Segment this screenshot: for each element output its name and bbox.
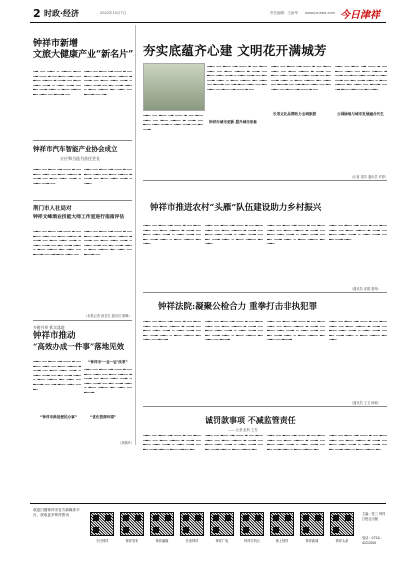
article-3-body-col2: ▁▂▁ ▁▁ ▂▁▁ ▁▂ ▁▁▁ ▂ ▁▁ ▂▁▁ ▁▂▁ ▁▁ ▂▁▁ ▁▂▁▁ ▂ ▁▁▂ ▁▁ ▂▁▁ ▁▂▁ ▁▁▂ ▁ ▁▂▁ ▁▁▂ ▁▁ ▂▁ ▁▁▂ ▁▂▁ ▁ ▂▁▁ ▁▂▁▁ ▂▁ ▁▂▁ ▁▁ ▂▁▁▂ ▁▁: [84, 228, 132, 255]
qr-code: [150, 512, 174, 536]
article-7-body-col2: ▁▂▁ ▁▁ ▂▁▁ ▁▂ ▁▁▁ ▂ ▁▁ ▂▁▁ ▁▂▁ ▁▁ ▂▁▁ ▁▂▁▁ ▂ ▁▁▂ ▁▁ ▂▁▁ ▁▂▁ ▁▁▂ ▁ ▁▂▁ ▁▁▂ ▁▁ ▂▁ ▁▁▂ ▁▂▁ ▁ ▂▁▁ ▁▂▁▁ ▂▁: [205, 432, 263, 450]
article-2-title: 钟祥市汽车智能产业协会成立: [33, 145, 118, 153]
article-1-body-col2: ▁▂▁ ▁▁ ▂▁▁ ▁▂ ▁▁▁ ▂ ▁▁ ▂▁▁ ▁▂▁ ▁▁ ▂▁▁ ▁▂▁▁ ▂ ▁▁▂ ▁▁ ▂▁▁ ▁▂▁ ▁▁▂ ▁ ▁▂▁ ▁▁▂ ▁▁ ▂▁ ▁▁▂ ▁▂▁ ▁ ▂▁▁ ▁▂▁▁ ▂▁ ▁▂▁ ▁▁ ▂▁▁▂ ▁▁ ▁▂: [84, 68, 132, 95]
article-1-title-line2: 文旅大健康产业“新名片”: [33, 50, 134, 60]
article-6-body-col1: ▁▂▁ ▁▁ ▂▁▁ ▁▂ ▁▁▁ ▂ ▁▁ ▂▁▁ ▁▂▁ ▁▁ ▂▁▁ ▁▂▁▁ ▂ ▁▁▂ ▁▁ ▂▁▁ ▁▂▁ ▁▁▂ ▁ ▁▂▁ ▁▁▂ ▁▁ ▂▁ ▁▁▂ ▁▂▁ ▁ ▂▁▁ ▁▂▁▁ ▂▁ ▁▂▁ ▁▁ ▂▁▁▂: [143, 318, 201, 341]
article-7-body-col1: ▁▂▁ ▁▁ ▂▁▁ ▁▂ ▁▁▁ ▂ ▁▁ ▂▁▁ ▁▂▁ ▁▁ ▂▁▁ ▁▂▁▁ ▂ ▁▁▂ ▁▁ ▂▁▁ ▁▂▁ ▁▁▂ ▁ ▁▂▁ ▁▁▂ ▁▁ ▂▁ ▁▁▂ ▁▂▁ ▁ ▂▁▁ ▁▂▁▁ ▂▁: [143, 432, 201, 450]
editor-line: 责任编辑：王新华: [270, 11, 298, 15]
article-6-title: 钟祥法院:凝聚公检合力 重拳打击非执犯罪: [158, 302, 318, 312]
lead-subhead-1: 钟祥市城市更新 提升城市形象: [209, 120, 257, 124]
newspaper-logo: 今日津祥: [340, 10, 380, 21]
article-2-body: ▁▂▁ ▁▁ ▂▁▁ ▁▂ ▁▁▁ ▂ ▁▁ ▂▁▁ ▁▂▁ ▁▁ ▂▁▁ ▁▂▁▁ ▂ ▁▁▂ ▁▁ ▂▁▁ ▁▂▁ ▁▁▂ ▁ ▁▂▁ ▁▁▂ ▁▁: [33, 166, 81, 184]
article-5-body-col4: ▁▂▁ ▁▁ ▂▁▁ ▁▂ ▁▁▁ ▂ ▁▁ ▂▁▁ ▁▂▁ ▁▁ ▂▁▁ ▁▂▁▁ ▂ ▁▁▂ ▁▁ ▂▁▁ ▁▂▁ ▁▁▂ ▁ ▁▂▁ ▁▁▂ ▁▁ ▂▁ ▁▁▂ ▁▂▁: [329, 222, 387, 240]
article-4-body: ▁▂▁ ▁▁ ▂▁▁ ▁▂ ▁▁▁ ▂ ▁▁ ▂▁▁ ▁▂▁ ▁▁ ▂▁▁ ▁▂▁▁ ▂ ▁▁▂ ▁▁ ▂▁▁ ▁▂▁ ▁▁▂ ▁ ▁▂▁ ▁▁▂ ▁▁ ▂▁ ▁▁▂ ▁▂▁ ▁ ▂▁▁ ▁▂▁▁ ▂▁ ▁▂▁ ▁▁ ▂▁▁▂ ▁▁ ▁▂ ▂▁▁ ▁▂▁ ▁▁ ▂▁: [33, 358, 81, 390]
footer-phone: 电话：0724-4222000: [362, 536, 381, 545]
qr-code: [270, 512, 294, 536]
article-5-body-col3: ▁▂▁ ▁▁ ▂▁▁ ▁▂ ▁▁▁ ▂ ▁▁ ▂▁▁ ▁▂▁ ▁▁ ▂▁▁ ▁▂▁▁ ▂ ▁▁▂ ▁▁ ▂▁▁ ▁▂▁ ▁▁▂ ▁ ▁▂▁ ▁▁▂ ▁▁ ▂▁ ▁▁▂ ▁▂▁ ▁ ▂▁▁ ▁▂▁▁ ▂▁ ▁▂▁: [267, 222, 325, 245]
qr-code: [330, 512, 354, 536]
article-4-body-col2: ▁▂▁ ▁▁ ▂▁▁ ▁▂ ▁▁▁ ▂ ▁▁ ▂▁▁ ▁▂▁ ▁▁ ▂▁▁ ▁▂▁▁ ▂ ▁▁▂ ▁▁ ▂▁▁ ▁▂▁ ▁▁▂ ▁ ▁▂▁ ▁▁▂ ▁▁ ▂▁ ▁▁▂ ▁▂▁ ▁ ▂▁▁ ▁▂▁▁ ▂▁ ▁▂▁ ▁▁ ▂▁▁▂: [84, 366, 132, 393]
article-4-subhead-3: “优化营商环境”: [90, 415, 117, 419]
qr-code-label: 钟祥广电: [215, 539, 229, 543]
qr-code-label: 钟祥头条: [335, 539, 349, 543]
article-4-subhead-2: “钟祥市推进便民办事”: [40, 415, 78, 419]
qr-code: [90, 512, 114, 536]
qr-code-label: 掌上钟祥: [275, 539, 289, 543]
qr-code-label: 今日钟祥: [95, 539, 109, 543]
page-number: 2: [33, 7, 41, 20]
issue-date: 2022年10月7日: [100, 11, 127, 15]
lead-headline: 夯实底蕴齐心建 文明花开满城芳: [143, 43, 327, 58]
article-6-body-col4: ▁▂▁ ▁▁ ▂▁▁ ▁▂ ▁▁▁ ▂ ▁▁ ▂▁▁ ▁▂▁ ▁▁ ▂▁▁ ▁▂▁▁ ▂ ▁▁▂ ▁▁ ▂▁▁ ▁▂▁ ▁▁▂ ▁ ▁▂▁ ▁▁▂ ▁▁ ▂▁ ▁▁▂ ▁▂▁ ▁ ▂▁▁ ▁▂▁▁ ▂▁ ▁▂▁: [329, 318, 387, 341]
qr-code-label: 钟祥新闻: [305, 539, 319, 543]
article-3-body: ▁▂▁ ▁▁ ▂▁▁ ▁▂ ▁▁▁ ▂ ▁▁ ▂▁▁ ▁▂▁ ▁▁ ▂▁▁ ▁▂▁▁ ▂ ▁▁▂ ▁▁ ▂▁▁ ▁▂▁ ▁▁▂ ▁ ▁▂▁ ▁▁▂ ▁▁ ▂▁ ▁▁▂ ▁▂▁ ▁ ▂▁▁ ▁▂▁▁ ▂▁ ▁▂▁ ▁▁ ▂▁▁▂ ▁▁ ▁▂ ▂▁▁ ▁▂▁ ▁▁: [33, 228, 81, 255]
article-1-body: ▁▂ ▁▁ ▁▂▁ ▁ ▁▂▁▁ ▂▁▁ ▁▂ ▁▁▁ ▂ ▁▁ ▂▁▁ ▁▂▁ ▁▁ ▂▁▁ ▁▂▁▁ ▂ ▁▁▂ ▁▁ ▂▁▁ ▁▂▁ ▁▁▂ ▁ ▁▂▁ ▁▁▂ ▁▁ ▂▁ ▁▁▂ ▁▂▁ ▁ ▂▁▁ ▁▂▁▁ ▂▁ ▁▂▁ ▁▁ ▂▁▁▂ ▁▁: [33, 68, 81, 95]
article-7-title: 诚罚款事项 不减监管责任: [205, 415, 296, 425]
article-4-title-line2: “高效办成一件事”落地见效: [33, 342, 125, 351]
qr-code-label: 钟祥发布: [125, 539, 139, 543]
qr-code: [120, 512, 144, 536]
footer-rule: [30, 503, 386, 504]
lead-body-col2: ▁▂▁ ▁▁ ▂▁▁ ▁▂ ▁▁▁ ▂ ▁▁ ▂▁▁ ▁▂▁ ▁▁ ▂▁▁ ▁▂▁▁ ▂ ▁▁▂ ▁▁ ▂▁▁ ▁▂▁ ▁▁▂ ▁ ▁▂▁ ▁▁▂ ▁▁ ▂▁ ▁▁▂ ▁▂▁ ▁ ▂▁▁ ▁▂▁▁ ▂▁ ▁▂▁ ▁▁ ▂▁▁▂ ▁▁ ▁▂ ▂▁▁ ▁▂▁ ▁▁ ▂▁ ▁▂▁ ▁▁ ▂▁▁ ▁▂ ▁▁▁ ▂ ▁▁: [207, 63, 267, 90]
section-name: 时政·经济: [44, 9, 80, 18]
article-6-body-col3: ▁▂▁ ▁▁ ▂▁▁ ▁▂ ▁▁▁ ▂ ▁▁ ▂▁▁ ▁▂▁ ▁▁ ▂▁▁ ▁▂▁▁ ▂ ▁▁▂ ▁▁ ▂▁▁ ▁▂▁ ▁▁▂ ▁ ▁▂▁ ▁▁▂ ▁▁ ▂▁ ▁▁▂ ▁▂▁ ▁ ▂▁▁ ▁▂▁▁ ▂▁ ▁▂▁ ▁▁ ▂▁▁▂: [267, 318, 325, 341]
article-4-author: （刘佩玲）: [118, 441, 134, 445]
article-1-title-line1: 钟祥市新增: [33, 39, 79, 49]
article-6-body-col2: ▁▂▁ ▁▁ ▂▁▁ ▁▂ ▁▁▁ ▂ ▁▁ ▂▁▁ ▁▂▁ ▁▁ ▂▁▁ ▁▂▁▁ ▂ ▁▁▂ ▁▁ ▂▁▁ ▁▂▁ ▁▁▂ ▁ ▁▂▁ ▁▁▂ ▁▁ ▂▁ ▁▁▂ ▁▂▁ ▁ ▂▁▁ ▁▂▁▁ ▂▁ ▁▂▁ ▁▁ ▂▁▁▂: [205, 318, 263, 341]
qr-code-label: 长寿钟祥: [185, 539, 199, 543]
qr-code: [210, 512, 234, 536]
qr-code: [300, 512, 324, 536]
lead-body-col4: ▁▂▁ ▁▁ ▂▁▁ ▁▂ ▁▁▁ ▂ ▁▁ ▂▁▁ ▁▂▁ ▁▁ ▂▁▁ ▁▂▁▁ ▂ ▁▁▂ ▁▁ ▂▁▁ ▁▂▁ ▁▁▂ ▁ ▁▂▁ ▁▁▂ ▁▁ ▂▁ ▁▁▂ ▁▂▁ ▁ ▂▁▁ ▁▂▁▁ ▂▁ ▁▂▁ ▁▁ ▂▁▁▂ ▁▁ ▁▂ ▂▁▁ ▁▂▁ ▁▁ ▂▁ ▁▂▁: [335, 63, 387, 90]
header-rule: [30, 22, 386, 23]
lead-subhead-3: 公园绿地与城市发展融合共生: [337, 112, 384, 116]
article-6-author: （通讯员 王卫 杨敏）: [350, 401, 381, 405]
article-4-title-line1: 钟祥市推动: [33, 331, 76, 341]
lead-subhead-2: 长寿文化品牌助力全域旅游: [273, 112, 317, 116]
article-3-title-line2: 钟祥文峰酒业技能大师工作室进行指南评估: [33, 214, 125, 220]
article-4-subhead-1: “钟祥市‘一业一证’改革”: [88, 360, 128, 364]
article-5-title: 钟祥市推进农村“头雁”队伍建设助力乡村振兴: [150, 203, 322, 213]
page-header: [0, 0, 410, 22]
article-5-body-col2: ▁▂▁ ▁▁ ▂▁▁ ▁▂ ▁▁▁ ▂ ▁▁ ▂▁▁ ▁▂▁ ▁▁ ▂▁▁ ▁▂▁▁ ▂ ▁▁▂ ▁▁ ▂▁▁ ▁▂▁ ▁▁▂ ▁ ▁▂▁ ▁▁▂ ▁▁ ▂▁ ▁▁▂ ▁▂▁ ▁ ▂▁▁ ▁▂▁▁ ▂▁ ▁▂▁: [205, 222, 263, 245]
article-7-body-col4: ▁▂▁ ▁▁ ▂▁▁ ▁▂ ▁▁▁ ▂ ▁▁ ▂▁▁ ▁▂▁ ▁▁ ▂▁▁ ▁▂▁▁ ▂ ▁▁▂ ▁▁ ▂▁▁ ▁▂▁ ▁▁▂ ▁ ▁▂▁ ▁▁▂ ▁▁ ▂▁ ▁▁▂ ▁▂▁ ▁ ▂▁▁ ▁▂▁▁ ▂▁: [329, 432, 387, 450]
lead-photo: [143, 63, 205, 111]
footer-masthead: 主编：张三 钟祥日报社出版: [362, 512, 386, 521]
qr-code: [180, 512, 204, 536]
lead-author: （记者 周芳 通讯员 许婷）: [350, 175, 389, 179]
qr-code-label: 钟祥融媒: [155, 539, 169, 543]
article-3-author: （本报记者 蒋龙芬 通讯员 陈琳）: [84, 314, 132, 318]
article-5-author: （通讯员 邓建 胡炜）: [350, 287, 381, 291]
article-3-title-line1: 荆门市人社局对: [33, 206, 72, 212]
article-7-body-col3: ▁▂▁ ▁▁ ▂▁▁ ▁▂ ▁▁▁ ▂ ▁▁ ▂▁▁ ▁▂▁ ▁▁ ▂▁▁ ▁▂▁▁ ▂ ▁▁▂ ▁▁ ▂▁▁ ▁▂▁ ▁▁▂ ▁ ▁▂▁ ▁▁▂ ▁▁ ▂▁ ▁▁▂ ▁▂▁ ▁ ▂▁▁ ▁▂▁▁ ▂▁: [267, 432, 325, 450]
lead-body-col3: ▁▂▁ ▁▁ ▂▁▁ ▁▂ ▁▁▁ ▂ ▁▁ ▂▁▁ ▁▂▁ ▁▁ ▂▁▁ ▁▂▁▁ ▂ ▁▁▂ ▁▁ ▂▁▁ ▁▂▁ ▁▁▂ ▁ ▁▂▁ ▁▁▂ ▁▁ ▂▁ ▁▁▂ ▁▂▁ ▁ ▂▁▁ ▁▂▁▁ ▂▁ ▁▂▁ ▁▁ ▂▁▁▂ ▁▁ ▁▂ ▂▁▁ ▁▂▁ ▁▁ ▂▁ ▁▂▁ ▁▁ ▂▁▁ ▁▂ ▁▁▁ ▂ ▁▁: [271, 63, 331, 90]
qr-code-label: 钟祥手机台: [244, 539, 260, 543]
article-5-body-col1: ▁▂▁ ▁▁ ▂▁▁ ▁▂ ▁▁▁ ▂ ▁▁ ▂▁▁ ▁▂▁ ▁▁ ▂▁▁ ▁▂▁▁ ▂ ▁▁▂ ▁▁ ▂▁▁ ▁▂▁ ▁▁▂ ▁ ▁▂▁ ▁▁▂ ▁▁ ▂▁ ▁▁▂ ▁▂▁ ▁ ▂▁▁ ▁▂▁▁ ▂▁ ▁▂▁: [143, 222, 201, 245]
article-7-byline: —— 记者 赵科 王芳: [228, 428, 258, 432]
article-2-body-col2: ▁▂▁ ▁▁ ▂▁▁ ▁▂ ▁▁▁ ▂ ▁▁ ▂▁▁ ▁▂▁ ▁▁ ▂▁▁ ▁▂▁▁ ▂ ▁▁▂ ▁▁ ▂▁▁ ▁▂▁ ▁▁▂ ▁ ▁▂▁: [84, 166, 132, 184]
article-4-kicker: 多措并举 抓实落地: [33, 325, 65, 330]
lead-body-col1: ▁▂▁ ▁▁ ▂▁▁ ▁▂ ▁▁▁ ▂ ▁▁ ▂▁▁ ▁▂▁ ▁▁ ▂▁▁ ▁▂▁▁ ▂ ▁▁▂ ▁▁ ▂▁▁ ▁▂▁ ▁▁▂ ▁ ▁▂▁ ▁▁▂ ▁▁ ▂▁ ▁▁▂: [143, 112, 203, 130]
qr-code: [240, 512, 264, 536]
article-2-subtitle: 万应和当选为首任会长: [60, 156, 100, 161]
footer-note: 欢迎扫描钟祥市官方新媒体平台，获取更多钟祥资讯: [33, 508, 80, 517]
website: www.jxnews.com: [305, 11, 336, 15]
